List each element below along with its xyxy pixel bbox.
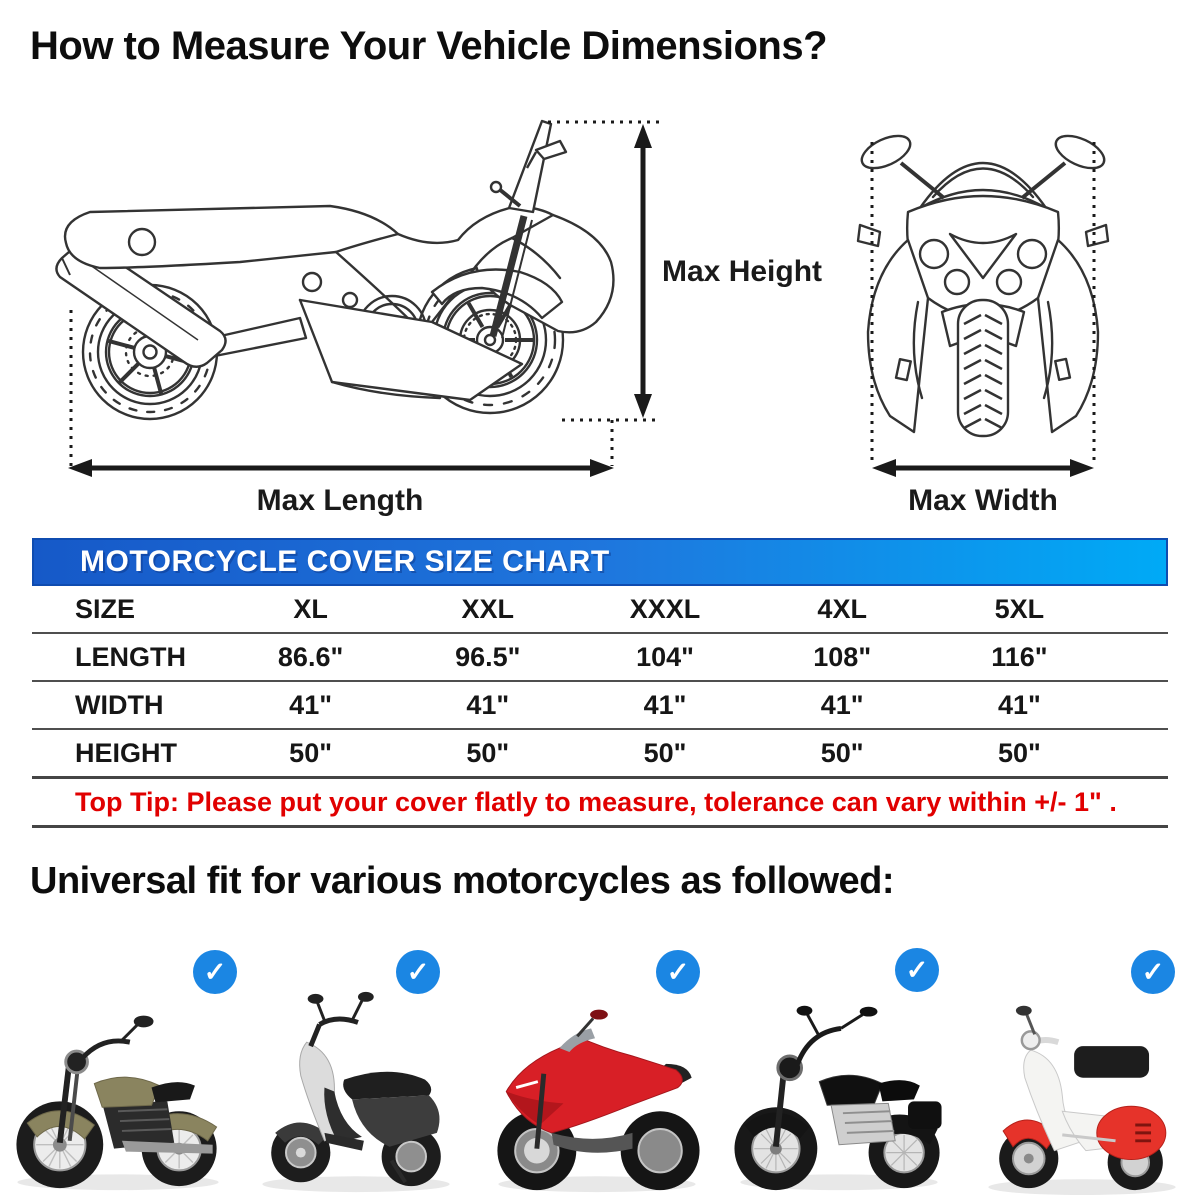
table-row-width [32, 682, 1168, 730]
measure-tip-note: Top Tip: Please put your cover flatly to measure, tolerance can vary within +/- 1" . [32, 779, 1168, 828]
col-xxl: XXL [461, 593, 515, 624]
cell: 50" [643, 737, 687, 768]
check-glyph: ✓ [1141, 956, 1165, 987]
max-width-label: Max Width [908, 484, 1058, 517]
check-glyph: ✓ [905, 954, 929, 985]
cell: 41" [466, 689, 510, 720]
row-label: LENGTH [75, 641, 186, 672]
check-glyph: ✓ [666, 956, 690, 987]
cell: 50" [997, 737, 1041, 768]
size-chart-table [32, 538, 1168, 828]
cell: 116" [991, 641, 1048, 672]
max-length-label: Max Length [256, 484, 424, 517]
col-xl: XL [293, 593, 328, 624]
cell: 104" [636, 641, 694, 672]
measurement-diagram [0, 95, 1200, 525]
cell: 41" [820, 689, 864, 720]
table-row-height [32, 730, 1168, 779]
col-xxxl: XXXL [629, 593, 701, 624]
row-label: WIDTH [75, 689, 164, 720]
table-row-length [32, 634, 1168, 682]
size-chart-header: MOTORCYCLE COVER SIZE CHART [32, 538, 1168, 586]
red-sport-bike-photo [481, 985, 713, 1197]
size-chart-columns-row [32, 586, 1168, 634]
section-subtitle: Universal fit for various motorcycles as followed: [30, 860, 895, 902]
col-5xl: 5XL [994, 593, 1045, 624]
gray-scooter-photo [240, 985, 472, 1197]
cell: 108" [813, 641, 872, 672]
row-label: HEIGHT [75, 737, 178, 768]
motorcycle-front-view-icon [857, 129, 1109, 436]
cell: 96.5" [455, 641, 521, 672]
cell: 41" [289, 689, 333, 720]
col-4xl: 4XL [817, 593, 867, 624]
cell: 41" [997, 689, 1041, 720]
white-red-vintage-scooter-photo [966, 985, 1198, 1197]
cell: 86.6" [277, 641, 344, 672]
check-glyph: ✓ [406, 956, 430, 987]
cell: 50" [466, 737, 510, 768]
cell: 50" [289, 737, 333, 768]
max-height-label: Max Height [662, 255, 823, 288]
cell: 41" [643, 689, 687, 720]
black-cruiser-motorcycle-photo [723, 985, 955, 1197]
cell: 50" [820, 737, 864, 768]
page-title: How to Measure Your Vehicle Dimensions? [30, 24, 828, 68]
motorcycle-side-view-icon [56, 121, 613, 419]
col-size: SIZE [75, 593, 136, 624]
olive-cruiser-motorcycle-photo [2, 985, 234, 1197]
check-glyph: ✓ [203, 956, 227, 987]
